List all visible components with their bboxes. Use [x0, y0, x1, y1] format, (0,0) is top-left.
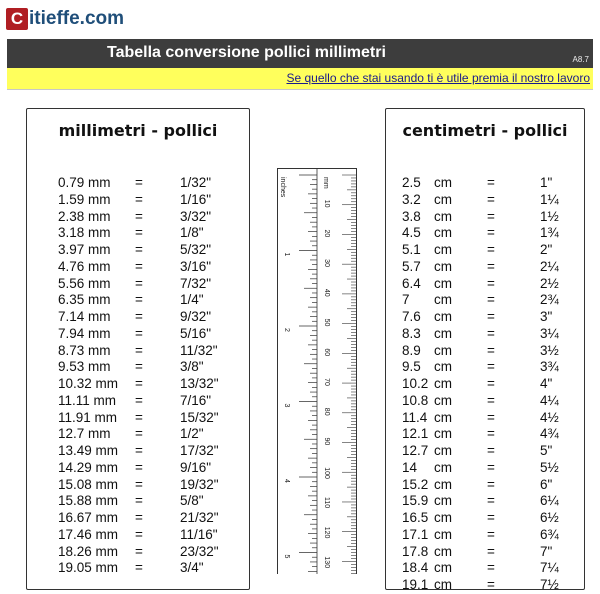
- mm-value: 5.56 mm: [58, 275, 111, 291]
- equals-sign: =: [487, 175, 495, 190]
- table-row: [27, 426, 249, 443]
- equals-sign: =: [135, 476, 143, 492]
- table-row: [386, 343, 584, 360]
- table-row: [386, 443, 584, 460]
- inch-value: 4¼: [540, 392, 559, 408]
- inch-value: 3¾: [540, 359, 559, 375]
- mm-number: 70: [323, 378, 330, 386]
- table-row: [386, 276, 584, 293]
- equals-sign: =: [487, 342, 495, 358]
- table-row: [27, 443, 249, 460]
- logo-text: itieffe.com: [29, 8, 125, 29]
- mm-number: 130: [323, 556, 330, 569]
- table-row: [27, 175, 249, 192]
- equals-sign: =: [487, 459, 495, 475]
- mm-value: 9.53 mm: [58, 359, 111, 375]
- title-bar: [7, 39, 593, 68]
- mm-value: 3.97 mm: [58, 242, 111, 257]
- inch-number: 2: [283, 328, 290, 332]
- equals-sign: =: [487, 476, 495, 492]
- table-row: [386, 242, 584, 259]
- cm-unit: cm: [434, 275, 452, 291]
- mm-number: 90: [323, 437, 330, 446]
- inch-value: 4": [540, 376, 553, 391]
- inch-number: 1: [283, 252, 290, 257]
- table-row: [386, 376, 584, 393]
- table-row: [386, 577, 584, 594]
- equals-sign: =: [135, 376, 143, 391]
- mm-number: 40: [323, 288, 330, 297]
- table-row: [27, 343, 249, 360]
- table-row: [386, 477, 584, 494]
- mm-number: 10: [323, 199, 330, 208]
- equals-sign: =: [135, 275, 143, 291]
- mm-inch-table: [26, 108, 250, 590]
- cm-unit: cm: [434, 409, 452, 425]
- page-code: A8.7: [572, 55, 589, 64]
- inch-value: 21/32": [180, 510, 219, 525]
- mm-number: 120: [323, 526, 330, 539]
- cm-unit: cm: [434, 493, 452, 509]
- inch-value: 7/16": [180, 392, 212, 408]
- table-row: [386, 192, 584, 209]
- equals-sign: =: [487, 376, 495, 391]
- support-link[interactable]: Se quello che stai usando ti è utile premia il nostro lavoro: [286, 71, 590, 85]
- cm-value: 17.1: [402, 526, 429, 542]
- equals-sign: =: [487, 426, 495, 442]
- table-row: [27, 460, 249, 477]
- cm-unit: cm: [434, 526, 452, 542]
- inch-value: 5½: [540, 459, 559, 475]
- mm-value: 15.08 mm: [58, 476, 119, 492]
- equals-sign: =: [487, 392, 495, 408]
- mm-number: 110: [323, 496, 330, 509]
- cm-unit: cm: [434, 208, 452, 224]
- cm-value: 10.8: [402, 392, 429, 408]
- inch-value: 3½: [540, 342, 559, 358]
- cm-value: 16.5: [402, 510, 429, 525]
- inch-value: 5/32": [180, 242, 212, 257]
- mm-value: 7.14 mm: [58, 309, 111, 324]
- cm-unit: cm: [434, 443, 452, 458]
- cm-value: 7.6: [402, 309, 421, 324]
- mm-value: 7.94 mm: [58, 325, 111, 341]
- table-row: [27, 292, 249, 309]
- inch-number: 5: [283, 554, 290, 559]
- table-row: [27, 259, 249, 276]
- cm-unit: cm: [434, 225, 452, 241]
- equals-sign: =: [135, 560, 143, 576]
- mm-value: 11.91 mm: [58, 409, 118, 425]
- cm-value: 3.2: [402, 191, 421, 207]
- inch-value: 3": [540, 309, 553, 324]
- page-title: Tabella conversione pollici millimetri: [107, 44, 386, 61]
- cm-value: 10.2: [402, 376, 429, 391]
- equals-sign: =: [135, 493, 143, 509]
- table-row: [27, 209, 249, 226]
- mm-value: 19.05 mm: [58, 560, 119, 576]
- logo-mark: C: [6, 8, 28, 30]
- mm-number: 60: [323, 348, 330, 357]
- cm-unit: cm: [434, 392, 452, 408]
- cm-value: 9.5: [402, 359, 421, 375]
- inch-value: 1/2": [180, 426, 204, 442]
- inch-value: 15/32": [180, 409, 219, 425]
- inch-number: 3: [283, 403, 290, 408]
- table-row: [386, 259, 584, 276]
- mm-number: 50: [323, 318, 330, 327]
- equals-sign: =: [135, 175, 143, 190]
- inch-value: 9/16": [180, 459, 212, 475]
- equals-sign: =: [135, 208, 143, 224]
- table-row: [386, 426, 584, 443]
- table-row: [386, 175, 584, 192]
- inch-value: 3/32": [180, 208, 212, 224]
- cm-unit: cm: [434, 242, 452, 257]
- equals-sign: =: [487, 191, 495, 207]
- mm-inch-rows: [27, 175, 249, 577]
- inch-value: 6¼: [540, 493, 559, 509]
- cm-inch-table: [385, 108, 585, 590]
- mm-value: 12.7 mm: [58, 426, 111, 442]
- table-row: [386, 510, 584, 527]
- inch-value: 9/32": [180, 309, 212, 324]
- inch-value: 5": [540, 443, 553, 458]
- equals-sign: =: [135, 258, 143, 274]
- cm-value: 4.5: [402, 225, 421, 241]
- equals-sign: =: [135, 526, 143, 542]
- cm-value: 2.5: [402, 175, 421, 190]
- inch-value: 2": [540, 242, 553, 257]
- equals-sign: =: [135, 510, 143, 525]
- inch-value: 6": [540, 476, 553, 492]
- table-row: [386, 292, 584, 309]
- cm-value: 8.3: [402, 325, 421, 341]
- table-row: [386, 393, 584, 410]
- inch-value: 11/32": [180, 342, 218, 358]
- inch-value: 3¼: [540, 325, 559, 341]
- table-row: [27, 276, 249, 293]
- inch-value: 17/32": [180, 443, 219, 458]
- table-row: [27, 560, 249, 577]
- equals-sign: =: [135, 359, 143, 375]
- mm-value: 14.29 mm: [58, 459, 119, 475]
- inch-value: 4½: [540, 409, 559, 425]
- mm-value: 18.26 mm: [58, 543, 119, 559]
- equals-sign: =: [135, 191, 143, 207]
- equals-sign: =: [135, 459, 143, 475]
- cm-value: 6.4: [402, 275, 421, 291]
- cm-unit: cm: [434, 510, 452, 525]
- cm-unit: cm: [434, 376, 452, 391]
- table-row: [27, 493, 249, 510]
- inch-value: 11/16": [180, 526, 218, 542]
- mm-number: 20: [323, 229, 330, 238]
- table-row: [27, 225, 249, 242]
- ruler-image: [277, 168, 357, 574]
- table-row: [386, 225, 584, 242]
- mm-number: 30: [323, 259, 330, 267]
- inch-value: 7/32": [180, 275, 212, 291]
- equals-sign: =: [135, 426, 143, 442]
- mm-value: 3.18 mm: [58, 225, 111, 241]
- cm-unit: cm: [434, 543, 452, 559]
- inch-value: 2½: [540, 275, 559, 291]
- mm-inch-table-title: millimetri - pollici: [58, 121, 218, 140]
- table-row: [27, 376, 249, 393]
- mm-value: 10.32 mm: [58, 376, 119, 391]
- cm-value: 7: [402, 292, 410, 308]
- cm-value: 18.4: [402, 560, 429, 576]
- mm-value: 0.79 mm: [58, 175, 111, 190]
- mm-value: 11.11 mm: [58, 392, 117, 408]
- equals-sign: =: [135, 242, 143, 257]
- equals-sign: =: [135, 543, 143, 559]
- cm-unit: cm: [434, 325, 452, 341]
- table-row: [386, 326, 584, 343]
- table-row: [27, 242, 249, 259]
- site-logo[interactable]: [6, 6, 124, 32]
- cm-value: 15.2: [402, 476, 429, 492]
- cm-unit: cm: [434, 459, 452, 475]
- mm-value: 13.49 mm: [58, 443, 119, 458]
- equals-sign: =: [487, 309, 495, 324]
- inch-value: 5/16": [180, 325, 212, 341]
- equals-sign: =: [135, 443, 143, 458]
- equals-sign: =: [487, 409, 495, 425]
- cm-value: 11.4: [402, 409, 428, 425]
- cm-value: 14: [402, 459, 418, 475]
- mm-value: 1.59 mm: [58, 191, 111, 207]
- cm-value: 12.1: [402, 426, 429, 442]
- inch-label: inches: [279, 177, 286, 198]
- mm-value: 2.38 mm: [58, 208, 111, 224]
- cm-unit: cm: [434, 342, 452, 358]
- equals-sign: =: [135, 292, 143, 308]
- table-row: [386, 560, 584, 577]
- cm-unit: cm: [434, 426, 452, 442]
- mm-label: mm: [322, 177, 329, 189]
- mm-value: 17.46 mm: [58, 526, 119, 542]
- mm-value: 15.88 mm: [58, 493, 119, 509]
- inch-value: 7": [540, 543, 553, 559]
- inch-value: 4¾: [540, 426, 559, 442]
- inch-value: 1/16": [180, 191, 212, 207]
- inch-value: 1¾: [540, 225, 559, 241]
- inch-value: 6¾: [540, 526, 559, 542]
- equals-sign: =: [487, 275, 495, 291]
- table-row: [386, 493, 584, 510]
- promo-bar: [7, 68, 593, 90]
- cm-value: 17.8: [402, 543, 429, 559]
- cm-value: 5.7: [402, 258, 421, 274]
- cm-inch-rows: [386, 175, 584, 594]
- cm-value: 12.7: [402, 443, 429, 458]
- equals-sign: =: [487, 526, 495, 542]
- inch-value: 3/8": [180, 359, 204, 375]
- cm-unit: cm: [434, 577, 452, 592]
- inch-value: 6½: [540, 510, 559, 525]
- inch-value: 23/32": [180, 543, 219, 559]
- table-row: [27, 527, 249, 544]
- cm-value: 15.9: [402, 493, 429, 509]
- table-row: [27, 393, 249, 410]
- inch-value: 7¼: [540, 560, 559, 576]
- inch-value: 1/32": [180, 175, 212, 190]
- equals-sign: =: [487, 292, 495, 308]
- inch-value: 2¾: [540, 292, 559, 308]
- cm-value: 19.1: [402, 577, 429, 592]
- mm-number: 80: [323, 407, 330, 416]
- cm-value: 8.9: [402, 342, 421, 358]
- cm-unit: cm: [434, 560, 452, 576]
- cm-unit: cm: [434, 191, 452, 207]
- mm-value: 16.67 mm: [58, 510, 119, 525]
- mm-value: 6.35 mm: [58, 292, 111, 308]
- equals-sign: =: [487, 443, 495, 458]
- inch-value: 1½: [540, 208, 559, 224]
- equals-sign: =: [487, 225, 495, 241]
- equals-sign: =: [487, 325, 495, 341]
- mm-value: 4.76 mm: [58, 258, 111, 274]
- table-row: [27, 309, 249, 326]
- table-row: [27, 359, 249, 376]
- equals-sign: =: [135, 309, 143, 324]
- equals-sign: =: [487, 242, 495, 257]
- cm-value: 3.8: [402, 208, 421, 224]
- inch-value: 2¼: [540, 258, 559, 274]
- ruler-graphic: [278, 169, 356, 574]
- cm-value: 5.1: [402, 242, 421, 257]
- inch-value: 1": [540, 175, 553, 190]
- table-row: [27, 544, 249, 561]
- table-row: [27, 477, 249, 494]
- equals-sign: =: [135, 342, 143, 358]
- table-row: [386, 309, 584, 326]
- inch-value: 13/32": [180, 376, 219, 391]
- inch-value: 3/16": [180, 258, 212, 274]
- table-row: [386, 544, 584, 561]
- equals-sign: =: [487, 208, 495, 224]
- equals-sign: =: [487, 359, 495, 375]
- table-row: [27, 510, 249, 527]
- cm-unit: cm: [434, 175, 452, 190]
- table-row: [386, 359, 584, 376]
- inch-value: 3/4": [180, 560, 204, 576]
- table-row: [386, 527, 584, 544]
- mm-value: 8.73 mm: [58, 342, 111, 358]
- inch-number: 4: [283, 479, 290, 483]
- inch-value: 1/8": [180, 225, 204, 241]
- table-row: [386, 410, 584, 427]
- mm-number: 100: [323, 467, 330, 479]
- table-row: [27, 410, 249, 427]
- inch-value: 1¼: [540, 191, 559, 207]
- equals-sign: =: [487, 577, 495, 592]
- equals-sign: =: [135, 392, 143, 408]
- cm-inch-table-title: centimetri - pollici: [402, 121, 568, 140]
- inch-value: 19/32": [180, 476, 219, 492]
- cm-unit: cm: [434, 476, 452, 492]
- equals-sign: =: [487, 560, 495, 576]
- equals-sign: =: [487, 258, 495, 274]
- inch-value: 5/8": [180, 493, 204, 509]
- table-row: [27, 326, 249, 343]
- cm-unit: cm: [434, 258, 452, 274]
- cm-unit: cm: [434, 292, 452, 308]
- equals-sign: =: [487, 510, 495, 525]
- inch-value: 7½: [540, 577, 559, 592]
- equals-sign: =: [135, 225, 143, 241]
- equals-sign: =: [135, 409, 143, 425]
- cm-unit: cm: [434, 309, 452, 324]
- inch-value: 1/4": [180, 292, 204, 308]
- table-row: [27, 192, 249, 209]
- equals-sign: =: [487, 543, 495, 559]
- cm-unit: cm: [434, 359, 452, 375]
- equals-sign: =: [135, 325, 143, 341]
- table-row: [386, 460, 584, 477]
- table-row: [386, 209, 584, 226]
- equals-sign: =: [487, 493, 495, 509]
